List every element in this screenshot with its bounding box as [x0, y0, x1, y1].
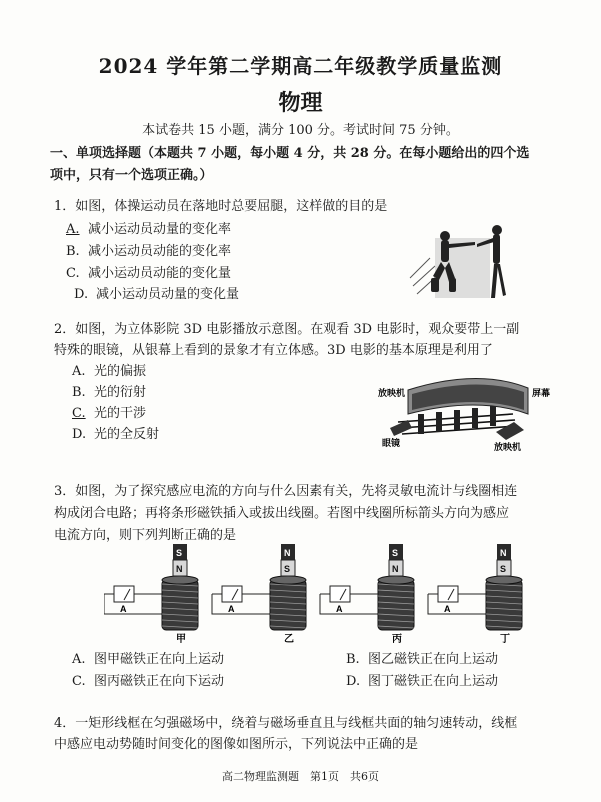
magnet-top-pole: N	[500, 548, 507, 558]
q2-option-c: C. 光的干涉	[72, 406, 147, 421]
q3-option-c: C. 图丙磁铁正在向下运动	[72, 674, 225, 689]
magnet-bottom-pole: S	[284, 564, 291, 574]
q3-line3: 电流方向，则下列判断正确的是	[54, 528, 237, 543]
page-footer: 高二物理监测题 第1页 共6页	[222, 770, 379, 783]
section-heading-line1: 一、单项选择题（本题共 7 小题，每小题 4 分，共 28 分。在每小题给出的四个选	[50, 146, 530, 161]
panel-name: 丙	[392, 634, 402, 644]
exam-title: 2024 学年第二学期高二年级教学质量监测	[98, 54, 503, 78]
q2-option-d: D. 光的全反射	[72, 427, 160, 442]
exam-info: 本试卷共 15 小题，满分 100 分。考试时间 75 分钟。	[142, 123, 459, 138]
q3-line2: 构成闭合电路；再将条形磁铁插入或拔出线圈。若图中线圈所标箭头方向为感应	[54, 506, 510, 521]
magnet-bottom-pole: N	[392, 564, 399, 574]
label-projector-bottom: 放映机	[494, 443, 522, 453]
galvanometer-label: A	[120, 604, 127, 614]
q3-option-a: A. 图甲磁铁正在向上运动	[72, 652, 225, 667]
q4-line2: 中感应电动势随时间变化的图像如图所示，下列说法中正确的是	[54, 737, 419, 752]
q2-line2: 特殊的眼镜，从银幕上看到的景象才有立体感。3D 电影的基本原理是利用了	[54, 343, 493, 358]
galvanometer-label: A	[444, 604, 451, 614]
q3-option-d: D. 图丁磁铁正在向上运动	[346, 674, 499, 689]
magnet-bottom-pole: S	[500, 564, 507, 574]
coil	[270, 580, 306, 630]
cinema-figure	[378, 370, 558, 454]
q2-option-b: B. 光的衍射	[72, 385, 147, 400]
magnet-bottom-pole: N	[176, 564, 183, 574]
q3-line1: 3．如图，为了探究感应电流的方向与什么因素有关，先将灵敏电流计与线圈相连	[54, 484, 518, 499]
galvanometer-label: A	[336, 604, 343, 614]
panel-name: 丁	[500, 634, 510, 644]
q1-option-c: C. 减小运动员动能的变化量	[66, 266, 232, 281]
magnet-top-pole: S	[392, 548, 399, 558]
q1-option-b: B. 减小运动员动能的变化率	[66, 244, 232, 259]
coil-top	[378, 576, 414, 584]
subject-title: 物理	[278, 90, 323, 116]
magnet-top-pole: S	[176, 548, 183, 558]
q2-option-a: A. 光的偏振	[72, 364, 147, 379]
coil	[162, 580, 198, 630]
coil-top	[162, 576, 198, 584]
q2-line1: 2．如图，为立体影院 3D 电影播放示意图。在观看 3D 电影时，观众要带上一副	[54, 322, 520, 337]
panel-name: 乙	[284, 634, 294, 644]
panel-name: 甲	[176, 634, 186, 644]
coil	[486, 580, 522, 630]
induction-svg	[104, 544, 534, 644]
magnet-top-pole: N	[284, 548, 291, 558]
q1-stem: 1．如图，体操运动员在落地时总要屈腿，这样做的目的是	[54, 199, 388, 214]
q1-option-a: A. 减小运动员动量的变化率	[66, 222, 232, 237]
q3-option-b: B. 图乙磁铁正在向上运动	[346, 652, 499, 667]
q4-line1: 4．一矩形线框在匀强磁场中，绕着与磁场垂直且与线框共面的轴匀速转动，线框	[54, 716, 518, 731]
coil-top	[270, 576, 306, 584]
gymnast-figure	[405, 218, 525, 310]
section-heading-line2: 项中，只有一个选项正确。）	[50, 168, 213, 183]
label-screen: 屏幕	[532, 389, 551, 399]
label-glasses: 眼镜	[382, 439, 401, 449]
coil-top	[486, 576, 522, 584]
induction-figure	[104, 544, 534, 644]
galvanometer-label: A	[228, 604, 235, 614]
coil	[378, 580, 414, 630]
label-projector-top: 放映机	[378, 389, 406, 399]
q1-option-d: D. 减小运动员动量的变化量	[74, 287, 240, 302]
